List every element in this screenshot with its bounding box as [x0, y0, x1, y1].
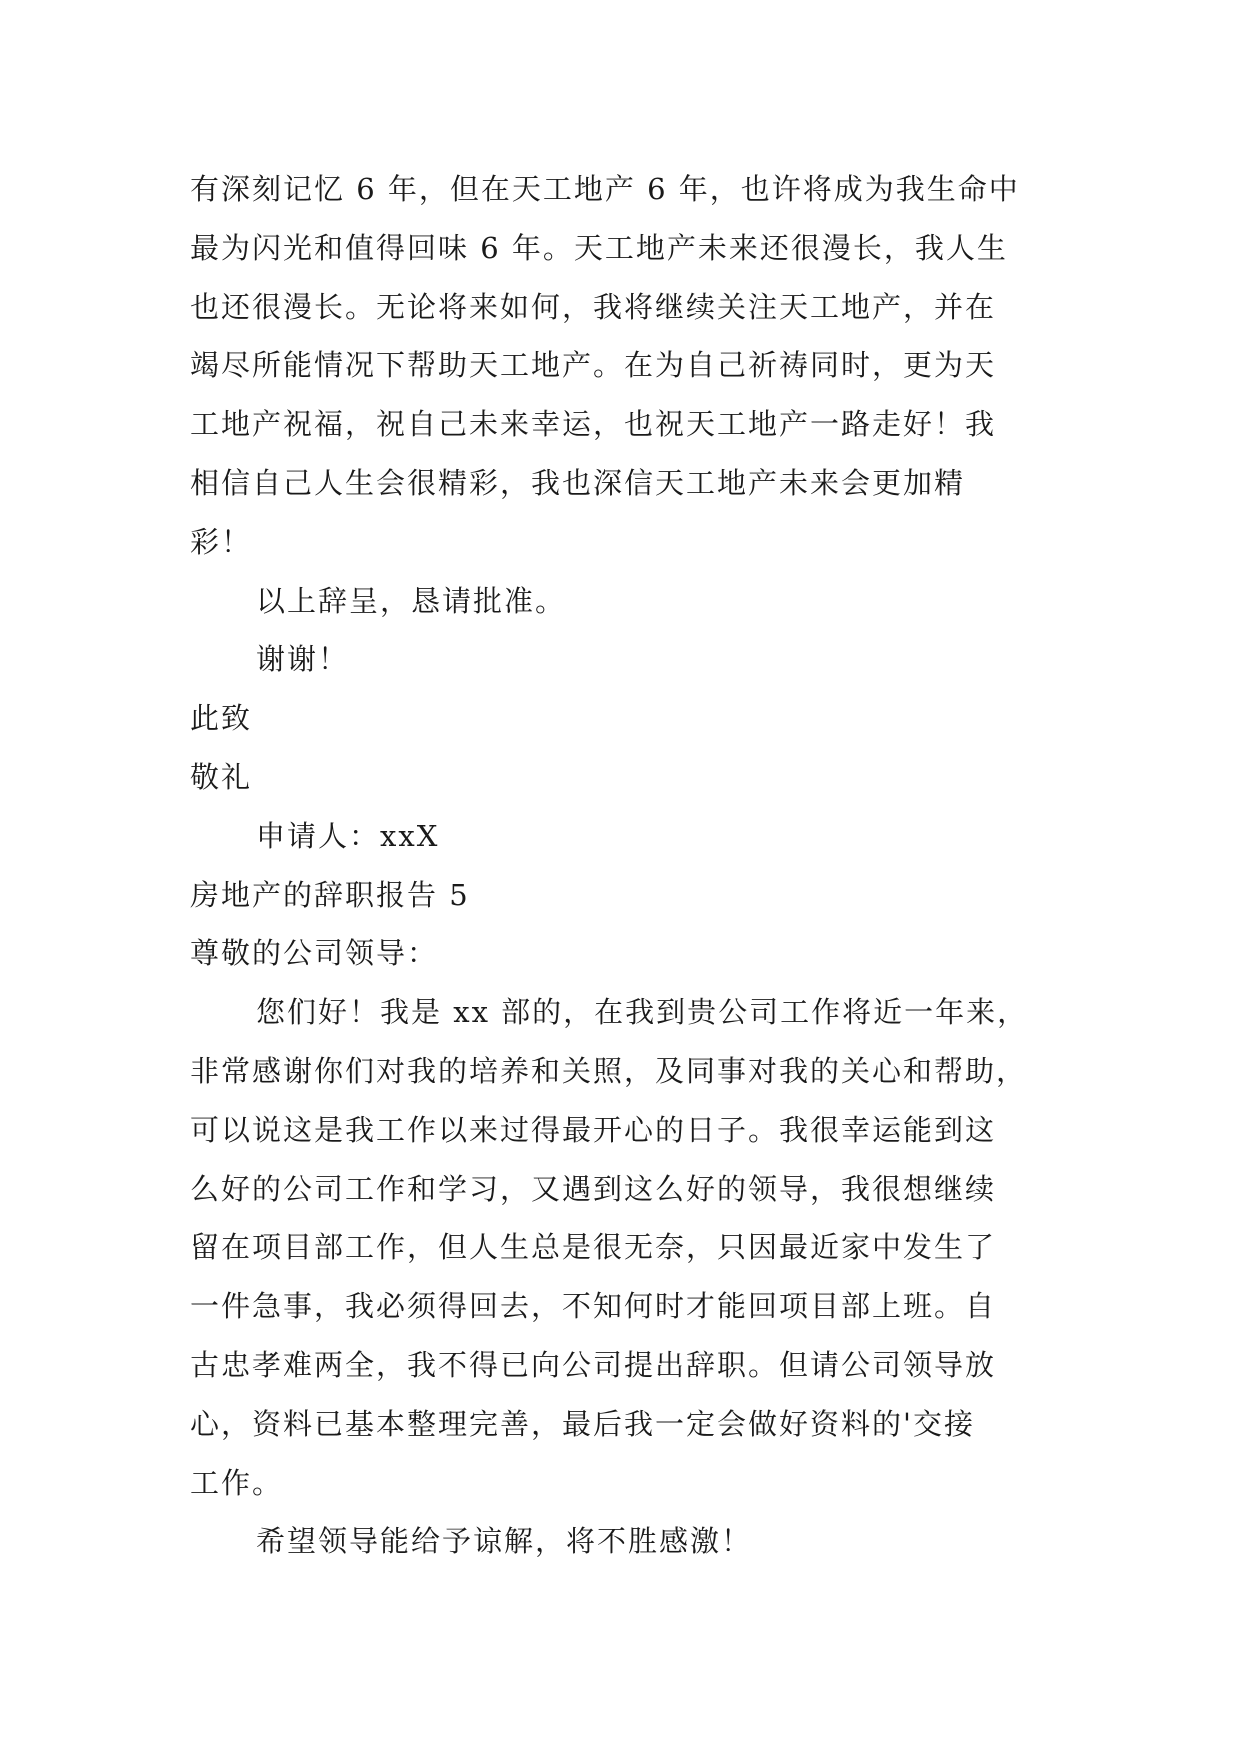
body-line: 彩！: [190, 524, 253, 559]
body-line: 希望领导能给予谅解，将不胜感激！: [256, 1524, 753, 1559]
body-line: 也还很漫长。无论将来如何，我将继续关注天工地产，并在: [190, 289, 997, 324]
body-line: 心，资料已基本整理完善，最后我一定会做好资料的'交接: [190, 1406, 975, 1441]
body-line: 工作。: [190, 1465, 284, 1500]
applicant-line: 申请人：xxX: [256, 818, 440, 853]
salutation-line: 此致: [190, 701, 253, 736]
body-line: 最为闪光和值得回味 6 年。天工地产未来还很漫长，我人生: [190, 230, 1008, 265]
body-line: 竭尽所能情况下帮助天工地产。在为自己祈祷同时，更为天: [190, 348, 997, 383]
body-line: 工地产祝福，祝自己未来幸运，也祝天工地产一路走好！我: [190, 407, 997, 442]
document-body: [190, 160, 1070, 1571]
body-line: 您们好！我是 xx 部的，在我到贵公司工作将近一年来，: [256, 995, 1029, 1030]
body-line: 相信自己人生会很精彩，我也深信天工地产未来会更加精: [190, 465, 966, 500]
body-line: 古忠孝难两全，我不得已向公司提出辞职。但请公司领导放: [190, 1347, 997, 1382]
body-line: 有深刻记忆 6 年，但在天工地产 6 年，也许将成为我生命中: [190, 172, 1020, 206]
body-line: 留在项目部工作，但人生总是很无奈，只因最近家中发生了: [190, 1230, 997, 1265]
greeting-line: 尊敬的公司领导：: [190, 936, 439, 971]
request-line: 以上辞呈，恳请批准。: [256, 583, 567, 618]
body-line: 一件急事，我必须得回去，不知何时才能回项目部上班。自: [190, 1289, 997, 1324]
salutation-line: 敬礼: [190, 759, 253, 794]
thanks-line: 谢谢！: [256, 642, 350, 677]
body-line: 非常感谢你们对我的培养和关照，及同事对我的关心和帮助，: [190, 1053, 1028, 1088]
body-line: 可以说这是我工作以来过得最开心的日子。我很幸运能到这: [190, 1112, 997, 1147]
section-title: 房地产的辞职报告 5: [190, 877, 470, 912]
body-line: 么好的公司工作和学习，又遇到这么好的领导，我很想继续: [190, 1171, 997, 1206]
